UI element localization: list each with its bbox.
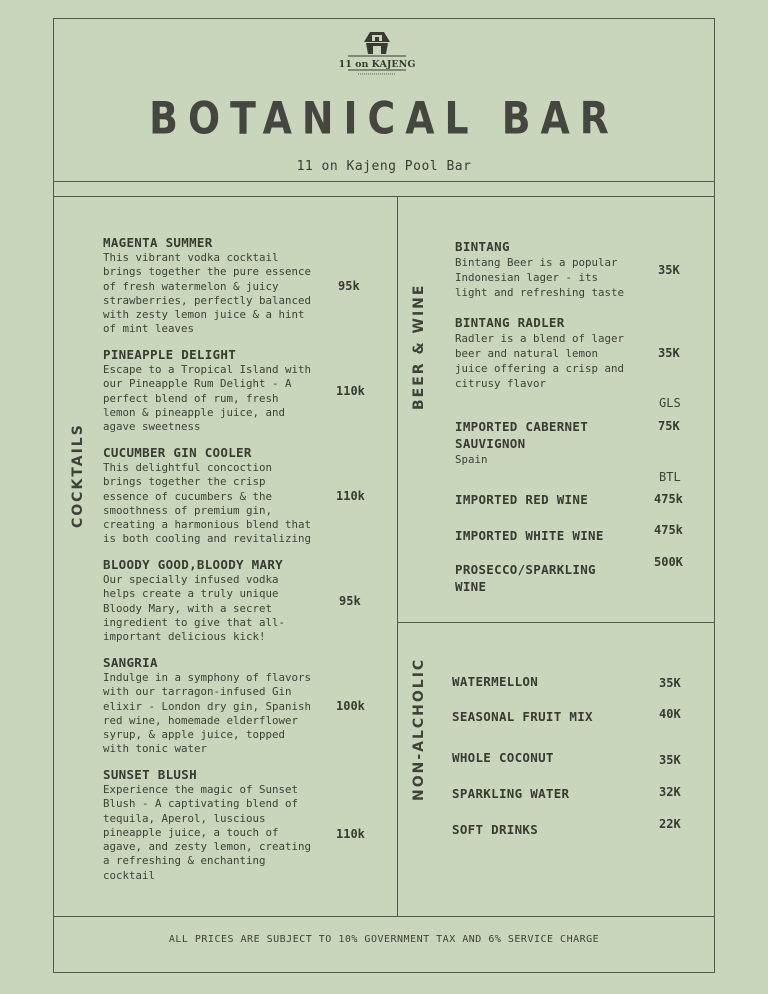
menu-item xyxy=(103,234,323,337)
logo-text: 11 on KAJENG xyxy=(338,59,416,70)
item-name: PINEAPPLE DELIGHT xyxy=(103,347,237,362)
item-name: BINTANG RADLER xyxy=(455,315,565,330)
item-price: 35K xyxy=(659,676,681,690)
item-name: WATERMELLON xyxy=(452,674,539,689)
item-price: 35K xyxy=(658,263,680,277)
item-price: 110k xyxy=(336,489,365,503)
item-price: 22K xyxy=(659,817,681,831)
item-name: BLOODY GOOD,BLOODY MARY xyxy=(103,557,283,572)
item-price: 500K xyxy=(654,555,683,569)
item-price: 110k xyxy=(336,384,365,398)
column-divider xyxy=(397,196,398,916)
section-label-beer-wine: BEER & WINE xyxy=(411,283,427,410)
item-price: 95k xyxy=(339,594,361,608)
section-label-non-alcoholic: NON-ALCHOLIC xyxy=(411,657,427,801)
menu-item xyxy=(103,654,323,757)
brand-logo xyxy=(338,30,416,76)
item-price: 35K xyxy=(658,346,680,360)
menu-item xyxy=(455,238,635,300)
item-description: Escape to a Tropical Island with our Pineapple Rum Delight - A perfect blend of rum, fresh lemon & pineapple juice, and agave sweetness xyxy=(103,363,312,434)
section-label-cocktails: COCKTAILS xyxy=(70,423,86,528)
item-name: CUCUMBER GIN COOLER xyxy=(103,445,252,460)
item-name: SUNSET BLUSH xyxy=(103,767,197,782)
item-description: This vibrant vodka cocktail brings together the pure essence of fresh watermelon & juicy strawberries, perfectly balanced with zesty lemon juice & a hint of mint leaves xyxy=(103,251,312,336)
item-price: 475k xyxy=(654,523,683,537)
item-name: SEASONAL FRUIT MIX xyxy=(452,709,593,724)
item-description: Our specially infused vodka helps create a truly unique Bloody Mary, with a secret ingredient to give that all-important delicious kick! xyxy=(103,573,286,644)
item-name: SOFT DRINKS xyxy=(452,822,539,837)
page-subtitle: 11 on Kajeng Pool Bar xyxy=(296,159,472,174)
item-price: 75K xyxy=(658,419,680,433)
bottle-label: BTL xyxy=(659,470,681,484)
header-divider xyxy=(53,181,715,182)
item-price: 95k xyxy=(338,279,360,293)
page-title: BOTANICAL BAR xyxy=(149,92,619,145)
item-price: 110k xyxy=(336,827,365,841)
glass-label: GLS xyxy=(659,396,681,410)
item-name: WHOLE COCONUT xyxy=(452,750,554,765)
item-description: This delightful concoction brings together the crisp essence of cucumbers & the smoothness of premium gin, creating a harmonious blend that is both cooling and revitalizing xyxy=(103,461,312,546)
header-divider-inner xyxy=(53,196,715,197)
footer-divider xyxy=(53,916,715,917)
item-name: IMPORTED CABERNET SAUVIGNON xyxy=(455,419,589,451)
menu-item xyxy=(103,766,323,883)
item-price: 35K xyxy=(659,753,681,767)
item-price: 32K xyxy=(659,785,681,799)
item-name: IMPORTED WHITE WINE xyxy=(455,528,604,543)
menu-item xyxy=(455,418,605,467)
item-price: 40K xyxy=(659,707,681,721)
beer-nonalc-divider xyxy=(397,622,715,623)
item-description: Radler is a blend of lager beer and natural lemon juice offering a crisp and citrusy flavor xyxy=(455,332,625,390)
footer-note: ALL PRICES ARE SUBJECT TO 10% GOVERNMENT TAX AND 6% SERVICE CHARGE xyxy=(168,934,600,945)
item-name: SANGRIA xyxy=(103,655,158,670)
menu-item xyxy=(103,346,323,434)
item-origin: Spain xyxy=(455,453,488,466)
item-description: Experience the magic of Sunset Blush - A captivating blend of tequila, Aperol, luscious pineapple juice, a touch of agave, and zesty lemon, creating a refreshing & enchanting cocktail xyxy=(103,783,312,882)
menu-item xyxy=(103,444,323,547)
item-name: SPARKLING WATER xyxy=(452,786,570,801)
item-name: MAGENTA SUMMER xyxy=(103,235,213,250)
item-description: Bintang Beer is a popular Indonesian lager - its light and refreshing taste xyxy=(455,256,625,299)
menu-item xyxy=(103,556,323,644)
item-name: BINTANG xyxy=(455,239,510,254)
item-description: Indulge in a symphony of flavors with our tarragon-infused Gin elixir - London dry gin, Spanish red wine, homemade elderflower syrup, & apple juice, topped with tonic water xyxy=(103,671,312,756)
menu-item xyxy=(455,314,635,391)
item-price: 100k xyxy=(336,699,365,713)
item-price: 475k xyxy=(654,492,683,506)
item-name: PROSECCO/SPARKLING WINE xyxy=(455,562,596,594)
item-name: IMPORTED RED WINE xyxy=(455,492,589,507)
